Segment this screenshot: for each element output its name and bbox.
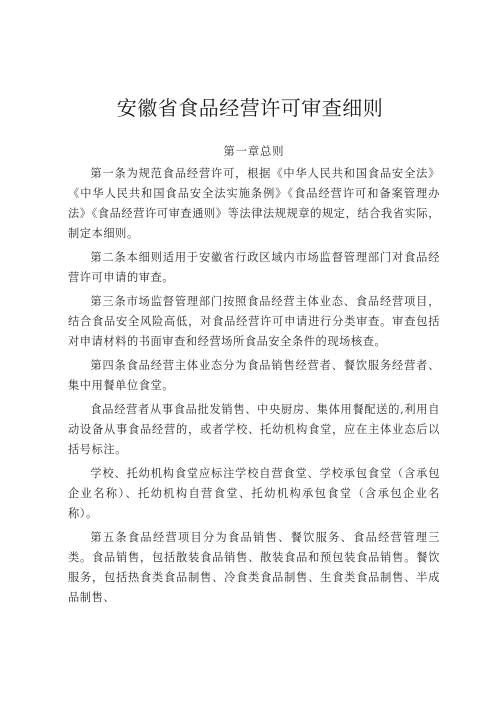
paragraph-article-1: 第一条为规范食品经营许可，根据《中华人民共和国食品安全法》《中华人民共和国食品安全法实施条例》《食品经营许可和备案管理办法》《食品经营许可审查通则》等法律法规规章的规定，结合我省实际，制定本细则。 <box>68 167 440 240</box>
chapter-heading: 第一章总则 <box>223 145 285 158</box>
paragraph-article-5: 第五条食品经营项目分为食品销售、餐饮服务、食品经营管理三类。食品销售，包括散装食品销售、散装食品和预包装食品销售。餐饮服务，包括热食类食品制售、冷食类食品制售、生食类食品制售、半成品制售、 <box>68 531 440 604</box>
paragraph-article-4: 第四条食品经营主体业态分为食品销售经营者、餐饮服务经营者、集中用餐单位食堂。 <box>68 359 440 392</box>
document-body <box>68 142 440 612</box>
paragraph-article-3: 第三条市场监督管理部门按照食品经营主体业态、食品经营项目，结合食品安全风险高低，对食品经营许可申请进行分类审查。审查包括对申请材料的书面审查和经营场所食品安全条件的现场核查。 <box>68 295 440 348</box>
paragraph-article-4-school: 学校、托幼机构食堂应标注学校自营食堂、学校承包食堂（含承包企业名称）、托幼机构自营食堂、托幼机构承包食堂（含承包企业名称）。 <box>68 467 440 520</box>
document-title: 安徽省食品经营许可审查细则 <box>116 96 384 120</box>
paragraph-article-2: 第二条本细则适用于安徽省行政区域内市场监督管理部门对食品经营许可申请的审查。 <box>68 251 440 284</box>
paragraph-article-4-detail: 食品经营者从事食品批发销售、中央厨房、集体用餐配送的,利用自动设备从事食品经营的，或者学校、托幼机构食堂，应在主体业态后以括号标注。 <box>68 403 440 456</box>
